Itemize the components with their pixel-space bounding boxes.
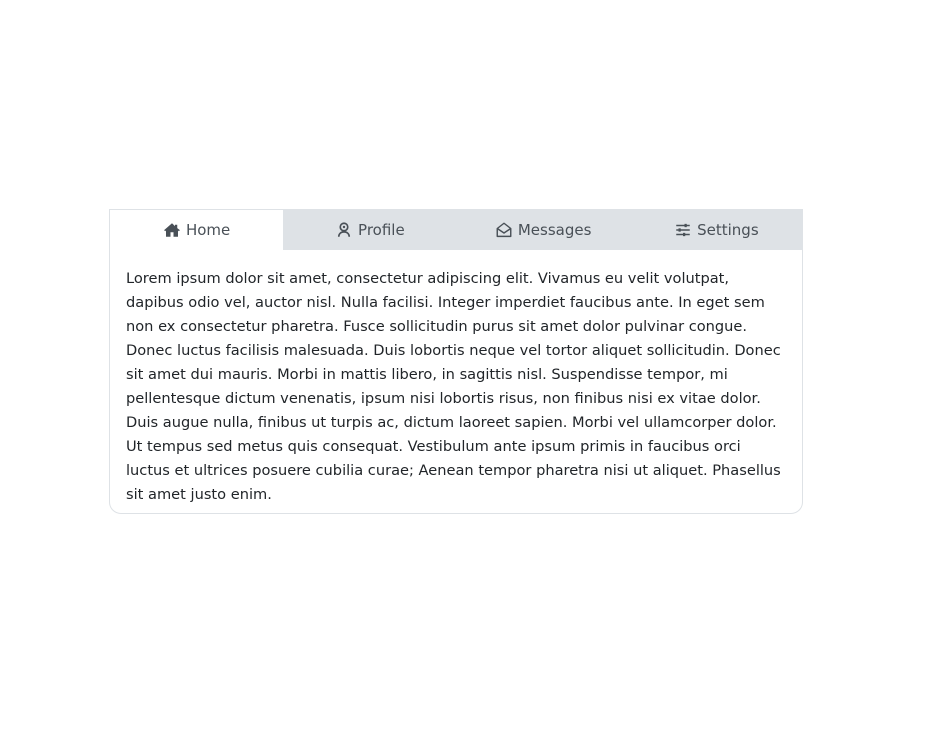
- tab-settings[interactable]: [630, 209, 803, 250]
- tab-home-label: Home: [185, 221, 231, 239]
- tab-panel-content: Lorem ipsum dolor sit amet, consectetur adipiscing elit. Vivamus eu velit volutpat, dapibus odio vel, auctor nisl. Nulla facilisi. Integer imperdiet faucibus ante. In eget sem non ex consectetur pharetra. Fusce sollicitudin purus sit amet dolor pulvinar congue. Donec luctus facilisis malesuada. Duis lobortis neque vel tortor aliquet sollicitudin. Donec sit amet dui mauris. Morbi in mattis libero, in sagittis nisl. Suspendisse tempor, mi pellentesque dictum venenatis, ipsum nisi lobortis risus, non finibus nisi ex vitae dolor. Duis augue nulla, finibus ut turpis ac, dictum laoreet sapien. Morbi vel ullamcorper dolor. Ut tempus sed metus quis consequat. Vestibulum ante ipsum primis in faucibus orci luctus et ultrices posuere cubilia curae; Aenean tempor pharetra nisi ut aliquet. Phasellus sit amet justo enim.: [126, 270, 781, 503]
- tab-profile-label: Profile: [358, 220, 405, 239]
- tab-home[interactable]: [109, 209, 283, 250]
- tabs-card: [109, 209, 803, 514]
- user-icon: [335, 221, 353, 239]
- tab-messages[interactable]: [457, 209, 630, 250]
- tab-messages-label: Messages: [517, 220, 592, 239]
- home-icon: [163, 221, 181, 239]
- tab-bar: [109, 209, 803, 250]
- sliders-icon: [674, 221, 692, 239]
- tab-settings-label: Settings: [697, 220, 759, 239]
- tab-profile[interactable]: [283, 209, 456, 250]
- envelope-open-icon: [495, 221, 513, 239]
